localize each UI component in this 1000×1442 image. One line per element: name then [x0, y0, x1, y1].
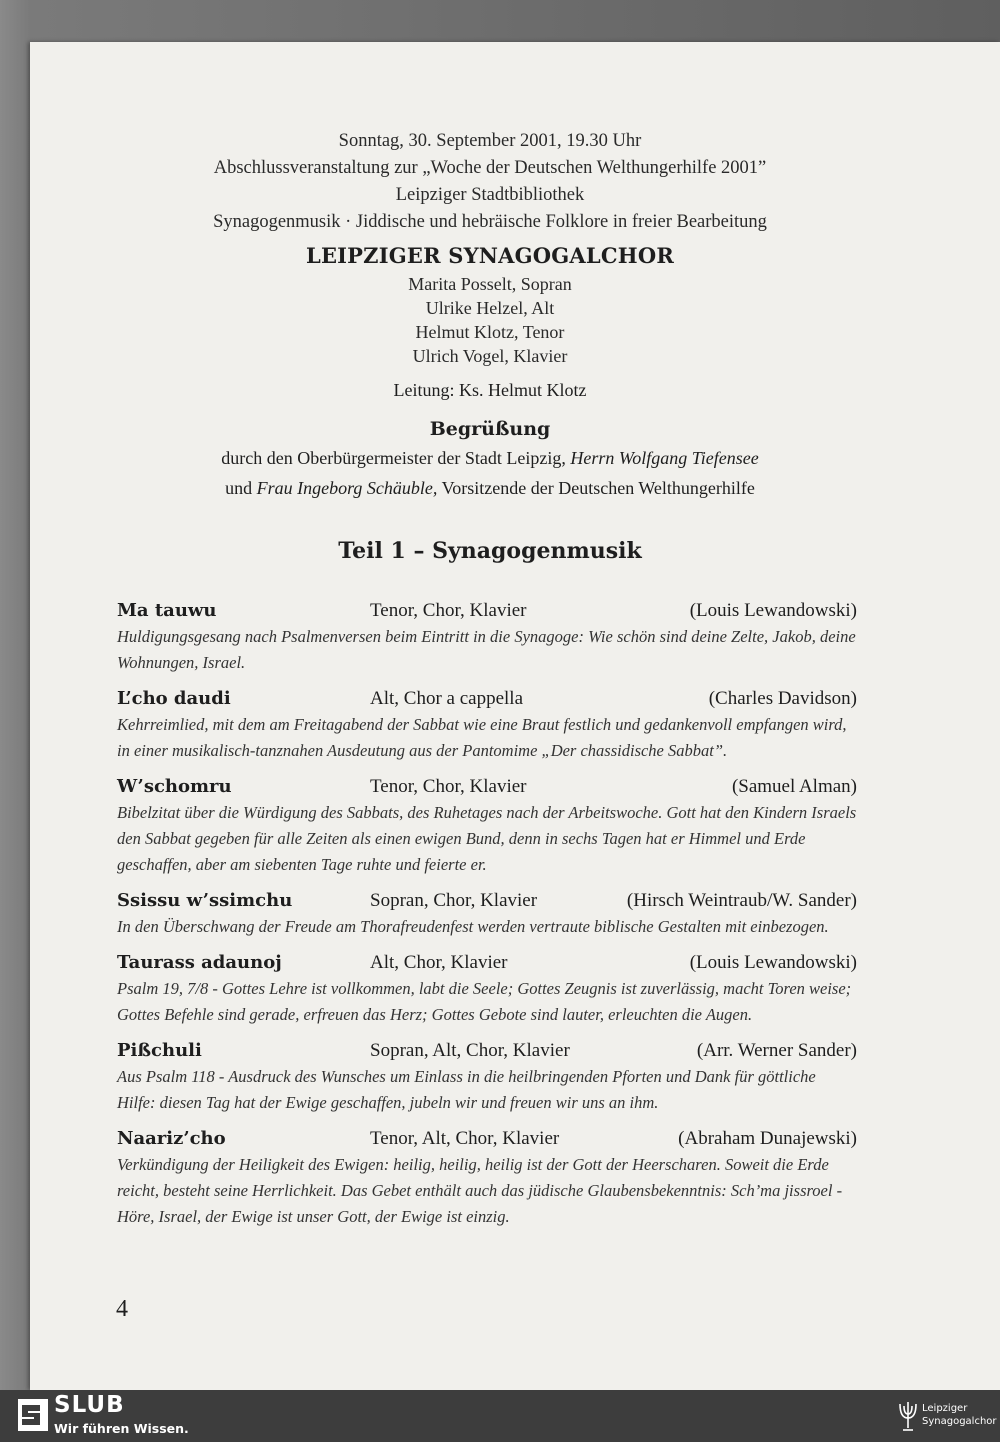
conductor-line: Leitung: Ks. Helmut Klotz: [393, 380, 587, 400]
greeting-line-2: [30, 473, 950, 503]
program-entry: [117, 888, 857, 940]
entry-description: Bibelzitat über die Würdigung des Sabbats, des Ruhetages nach der Arbeitswoche. Gott hat den Kindern Israels den Sabbat gegeben für alle Zeiten als einen ewigen Bund, denn in sechs Tagen hat er Himmel und Erde geschaffen, aber am siebenten Tage ruhte und feierte er.: [117, 803, 857, 874]
entry-composer: (Hirsch Weintraub/W. Sander): [626, 890, 857, 911]
program-header: [30, 128, 950, 503]
entry-description: Psalm 19, 7/8 - Gottes Lehre ist vollkommen, labt die Seele; Gottes Zeugnis ist zuverlässig, macht Toren weise; Gottes Befehle sind gerade, erfreuen das Herz; Gottes Gebote sind lauter, erleuchten die Augen.: [117, 979, 852, 1024]
program-entry: [117, 774, 857, 878]
program-entries: [117, 598, 857, 1240]
entry-title: Naariz’cho: [117, 1128, 226, 1149]
entry-title: Taurass adaunoj: [117, 952, 282, 973]
member-tenor: Helmut Klotz, Tenor: [415, 322, 565, 342]
entry-description: In den Überschwang der Freude am Thorafreudenfest werden vertraute biblische Gestalten mit einbezogen.: [117, 917, 829, 936]
entry-voices: Sopran, Alt, Chor, Klavier: [370, 1040, 570, 1061]
greeting-line-1-text: durch den Oberbürgermeister der Stadt Leipzig,: [221, 448, 571, 468]
member-soprano: Marita Posselt, Sopran: [408, 274, 572, 294]
greeting-line-2-prefix: und: [225, 478, 257, 498]
greeting-line-2-suffix: Vorsitzende der Deutschen Welthungerhilfe: [437, 478, 755, 498]
library-slogan: Wir führen Wissen.: [54, 1421, 189, 1436]
entry-voices: Tenor, Alt, Chor, Klavier: [370, 1128, 560, 1149]
member-alto: Ulrike Helzel, Alt: [425, 298, 555, 318]
program-entry: [117, 1038, 857, 1116]
entry-description: Kehrreimlied, mit dem am Freitagabend der Sabbat wie eine Braut festlich und gedankenvoll empfangen wird, in einer musikalisch-tanznahen Ausdeutung aus der Pantomime „Der chassidische Sabbat”.: [117, 715, 847, 760]
entry-voices: Tenor, Chor, Klavier: [370, 600, 527, 621]
greeting-line-1: [30, 443, 950, 473]
program-entry: [117, 598, 857, 676]
program-entry: [117, 950, 857, 1028]
part-title: Teil 1 – Synagogenmusik: [338, 538, 642, 564]
entry-composer: (Abraham Dunajewski): [678, 1128, 857, 1149]
slub-logo-icon[interactable]: [18, 1399, 48, 1435]
viewer-footer: [0, 1390, 1000, 1442]
event-occasion: Abschlussveranstaltung zur „Woche der Deutschen Welthungerhilfe 2001”: [213, 158, 767, 178]
entry-title: L’cho daudi: [117, 688, 231, 709]
entry-title: Pißchuli: [117, 1040, 202, 1061]
choir-logo-text-2: Synagogalchor: [922, 1416, 997, 1427]
event-date: Sonntag, 30. September 2001, 19.30 Uhr: [338, 131, 642, 151]
choir-logo-text-1: Leipziger: [922, 1403, 968, 1414]
entry-voices: Sopran, Chor, Klavier: [370, 890, 538, 911]
event-venue: Leipziger Stadtbibliothek: [395, 185, 585, 205]
entry-composer: (Louis Lewandowski): [689, 952, 857, 973]
entry-composer: (Charles Davidson): [708, 688, 857, 709]
greeting-line-1-name: Herrn Wolfgang Tiefensee: [570, 448, 759, 468]
menorah-icon: [896, 1398, 920, 1438]
entry-composer: (Samuel Alman): [731, 776, 857, 797]
entry-title: W’schomru: [117, 776, 232, 797]
entry-description: Aus Psalm 118 - Ausdruck des Wunsches um Einlass in die heilbringenden Pforten und Dank für göttliche Hilfe: diesen Tag hat der Ewige geschaffen, jubeln wir und freuen wir uns an ihm.: [117, 1067, 816, 1112]
library-name[interactable]: SLUB: [54, 1392, 125, 1418]
entry-composer: (Arr. Werner Sander): [696, 1040, 857, 1061]
choir-logo-text: [922, 1402, 997, 1428]
member-piano: Ulrich Vogel, Klavier: [412, 346, 568, 366]
choir-name: LEIPZIGER SYNAGOGALCHOR: [305, 243, 674, 268]
entry-description: Huldigungsgesang nach Psalmenversen beim Eintritt in die Synagoge: Wie schön sind deine Zelte, Jakob, deine Wohnungen, Israel.: [117, 627, 856, 672]
page-number: 4: [116, 1296, 128, 1322]
event-program-type: Synagogenmusik · Jiddische und hebräische Folklore in freier Bearbeitung: [213, 212, 767, 232]
entry-voices: Tenor, Chor, Klavier: [370, 776, 527, 797]
greeting-line-2-name: Frau Ingeborg Schäuble,: [256, 478, 438, 498]
entry-description: Verkündigung der Heiligkeit des Ewigen: heilig, heilig, heilig ist der Gott der Heerscharen. Soweit die Erde reicht, besteht seine Herrlichkeit. Das Gebet enthält auch das jüdische Glaubensbekenntnis: Sch’ma jissroel - Höre, Israel, der Ewige ist unser Gott, der Ewige ist einzig.: [117, 1155, 843, 1226]
program-entry: [117, 1126, 857, 1230]
entry-voices: Alt, Chor a cappella: [370, 688, 524, 709]
entry-title: Ssissu w’ssimchu: [117, 890, 293, 911]
entry-voices: Alt, Chor, Klavier: [370, 952, 508, 973]
program-entry: [117, 686, 857, 764]
entry-composer: (Louis Lewandowski): [689, 600, 857, 621]
greeting-title: Begrüßung: [429, 418, 551, 440]
entry-title: Ma tauwu: [117, 600, 217, 621]
